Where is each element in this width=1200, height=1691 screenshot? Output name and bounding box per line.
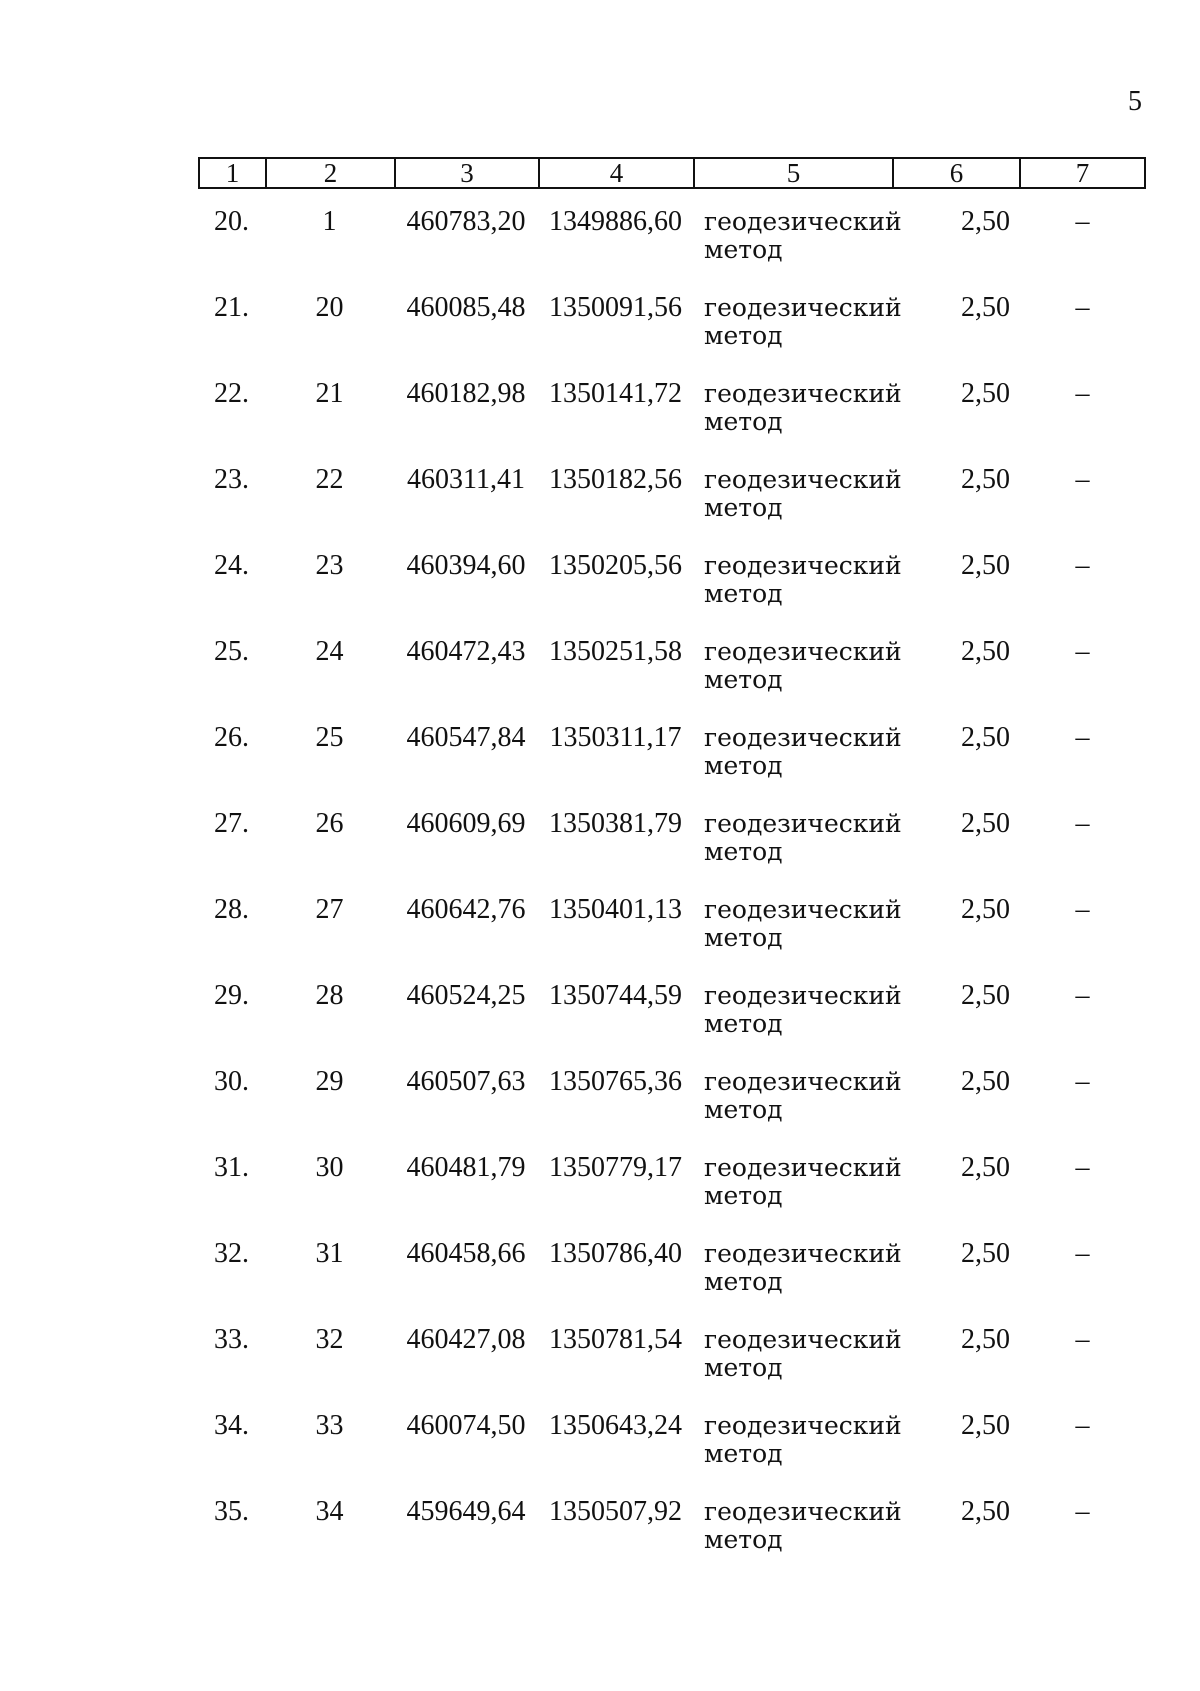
point-id: 28 [315,980,344,1011]
note-dash: – [1075,1496,1090,1527]
header-col-5: 5 [695,159,894,187]
table-row [198,1326,1146,1412]
note-dash: – [1075,378,1090,409]
point-id: 34 [315,1496,344,1527]
method-line-1: геодезический [704,207,902,236]
method-line-1: геодезический [704,723,902,752]
table-row [198,1412,1146,1498]
method-line-1: геодезический [704,809,902,838]
note-dash: – [1075,722,1090,753]
row-number: 25. [214,636,249,667]
table-row [198,1068,1146,1154]
note-dash: – [1075,550,1090,581]
coord-x: 460642,76 [406,894,526,925]
coord-y: 1349886,60 [549,206,682,237]
accuracy-value: 2,50 [961,1152,1010,1183]
point-id: 23 [315,550,344,581]
coord-x: 460472,43 [406,636,526,667]
method-line-2: метод [704,1267,783,1296]
table-row [198,294,1146,380]
header-col-6: 6 [894,159,1021,187]
page-number: 5 [1128,86,1142,117]
method-line-2: метод [704,407,783,436]
coord-y: 1350381,79 [549,808,682,839]
row-number: 22. [214,378,249,409]
method-line-1: геодезический [704,551,902,580]
point-id: 26 [315,808,344,839]
method-line-2: метод [704,751,783,780]
method-cell [704,1240,904,1296]
coord-x: 460524,25 [406,980,526,1011]
method-line-2: метод [704,1009,783,1038]
table-row [198,638,1146,724]
row-number: 21. [214,292,249,323]
method-line-1: геодезический [704,1325,902,1354]
method-line-1: геодезический [704,895,902,924]
accuracy-value: 2,50 [961,378,1010,409]
table-row [198,1498,1146,1584]
accuracy-value: 2,50 [961,292,1010,323]
note-dash: – [1075,1410,1090,1441]
coord-y: 1350643,24 [549,1410,682,1441]
method-cell [704,552,904,608]
note-dash: – [1075,464,1090,495]
row-number: 29. [214,980,249,1011]
coord-y: 1350205,56 [549,550,682,581]
row-number: 20. [214,206,249,237]
accuracy-value: 2,50 [961,980,1010,1011]
header-col-4: 4 [540,159,695,187]
note-dash: – [1075,206,1090,237]
coord-y: 1350311,17 [549,722,682,753]
note-dash: – [1075,894,1090,925]
coord-y: 1350781,54 [549,1324,682,1355]
accuracy-value: 2,50 [961,464,1010,495]
coord-y: 1350091,56 [549,292,682,323]
table-row [198,1154,1146,1240]
method-line-2: метод [704,1095,783,1124]
note-dash: – [1075,1066,1090,1097]
note-dash: – [1075,1238,1090,1269]
method-line-2: метод [704,1439,783,1468]
coord-x: 460394,60 [406,550,526,581]
coord-y: 1350765,36 [549,1066,682,1097]
method-line-2: метод [704,1181,783,1210]
row-number: 30. [214,1066,249,1097]
method-line-2: метод [704,1353,783,1382]
accuracy-value: 2,50 [961,1410,1010,1441]
coord-y: 1350786,40 [549,1238,682,1269]
row-number: 35. [214,1496,249,1527]
note-dash: – [1075,808,1090,839]
point-id: 32 [315,1324,344,1355]
coord-y: 1350507,92 [549,1496,682,1527]
method-line-2: метод [704,1525,783,1554]
point-id: 29 [315,1066,344,1097]
table-row [198,810,1146,896]
accuracy-value: 2,50 [961,550,1010,581]
header-col-3: 3 [396,159,540,187]
note-dash: – [1075,292,1090,323]
note-dash: – [1075,636,1090,667]
note-dash: – [1075,980,1090,1011]
point-id: 1 [322,206,337,237]
coord-x: 460427,08 [406,1324,526,1355]
method-line-2: метод [704,321,783,350]
coord-x: 460074,50 [406,1410,526,1441]
method-cell [704,208,904,264]
method-line-1: геодезический [704,465,902,494]
method-cell [704,1498,904,1554]
point-id: 22 [315,464,344,495]
method-line-2: метод [704,235,783,264]
method-cell [704,896,904,952]
method-line-1: геодезический [704,1411,902,1440]
point-id: 24 [315,636,344,667]
row-number: 24. [214,550,249,581]
point-id: 20 [315,292,344,323]
coord-y: 1350779,17 [549,1152,682,1183]
table-row [198,466,1146,552]
coord-x: 460182,98 [406,378,526,409]
coord-y: 1350182,56 [549,464,682,495]
method-cell [704,294,904,350]
method-line-1: геодезический [704,1239,902,1268]
table-row [198,896,1146,982]
coord-x: 460481,79 [406,1152,526,1183]
coord-x: 460311,41 [407,464,525,495]
method-line-1: геодезический [704,379,902,408]
accuracy-value: 2,50 [961,1066,1010,1097]
method-cell [704,380,904,436]
accuracy-value: 2,50 [961,722,1010,753]
accuracy-value: 2,50 [961,894,1010,925]
header-col-7: 7 [1075,157,1090,188]
method-line-1: геодезический [704,293,902,322]
table-body [198,208,1146,1584]
coord-x: 460783,20 [406,206,526,237]
point-id: 21 [315,378,344,409]
point-id: 30 [315,1152,344,1183]
row-number: 27. [214,808,249,839]
accuracy-value: 2,50 [961,636,1010,667]
accuracy-value: 2,50 [961,206,1010,237]
method-line-2: метод [704,493,783,522]
row-number: 26. [214,722,249,753]
accuracy-value: 2,50 [961,1324,1010,1355]
accuracy-value: 2,50 [961,1496,1010,1527]
method-cell [704,1412,904,1468]
row-number: 33. [214,1324,249,1355]
method-line-2: метод [704,665,783,694]
coord-y: 1350141,72 [549,378,682,409]
method-line-1: геодезический [704,637,902,666]
method-cell [704,1326,904,1382]
method-line-1: геодезический [704,1497,902,1526]
method-cell [704,638,904,694]
row-number: 31. [214,1152,249,1183]
method-cell [704,810,904,866]
header-col-2: 2 [267,159,396,187]
table-row [198,208,1146,294]
table-row [198,724,1146,810]
point-id: 25 [315,722,344,753]
method-cell [704,982,904,1038]
table-row [198,380,1146,466]
coord-x: 460507,63 [406,1066,526,1097]
accuracy-value: 2,50 [961,1238,1010,1269]
coord-y: 1350251,58 [549,636,682,667]
table-row [198,982,1146,1068]
method-cell [704,1068,904,1124]
accuracy-value: 2,50 [961,808,1010,839]
method-line-1: геодезический [704,981,902,1010]
method-line-1: геодезический [704,1067,902,1096]
point-id: 31 [315,1238,344,1269]
coord-x: 460609,69 [406,808,526,839]
method-cell [704,724,904,780]
coord-x: 460458,66 [406,1238,526,1269]
table-header [198,157,1146,189]
coord-x: 460085,48 [406,292,526,323]
method-cell [704,1154,904,1210]
method-line-2: метод [704,579,783,608]
coord-y: 1350401,13 [549,894,682,925]
header-col-1: 1 [200,159,267,187]
method-line-2: метод [704,923,783,952]
method-line-2: метод [704,837,783,866]
note-dash: – [1075,1152,1090,1183]
row-number: 32. [214,1238,249,1269]
point-id: 27 [315,894,344,925]
row-number: 34. [214,1410,249,1441]
method-cell [704,466,904,522]
coord-x: 459649,64 [406,1496,526,1527]
method-line-1: геодезический [704,1153,902,1182]
table-row [198,552,1146,638]
table-row [198,1240,1146,1326]
note-dash: – [1075,1324,1090,1355]
point-id: 33 [315,1410,344,1441]
coord-y: 1350744,59 [549,980,682,1011]
row-number: 23. [214,464,249,495]
coord-x: 460547,84 [406,722,526,753]
row-number: 28. [214,894,249,925]
